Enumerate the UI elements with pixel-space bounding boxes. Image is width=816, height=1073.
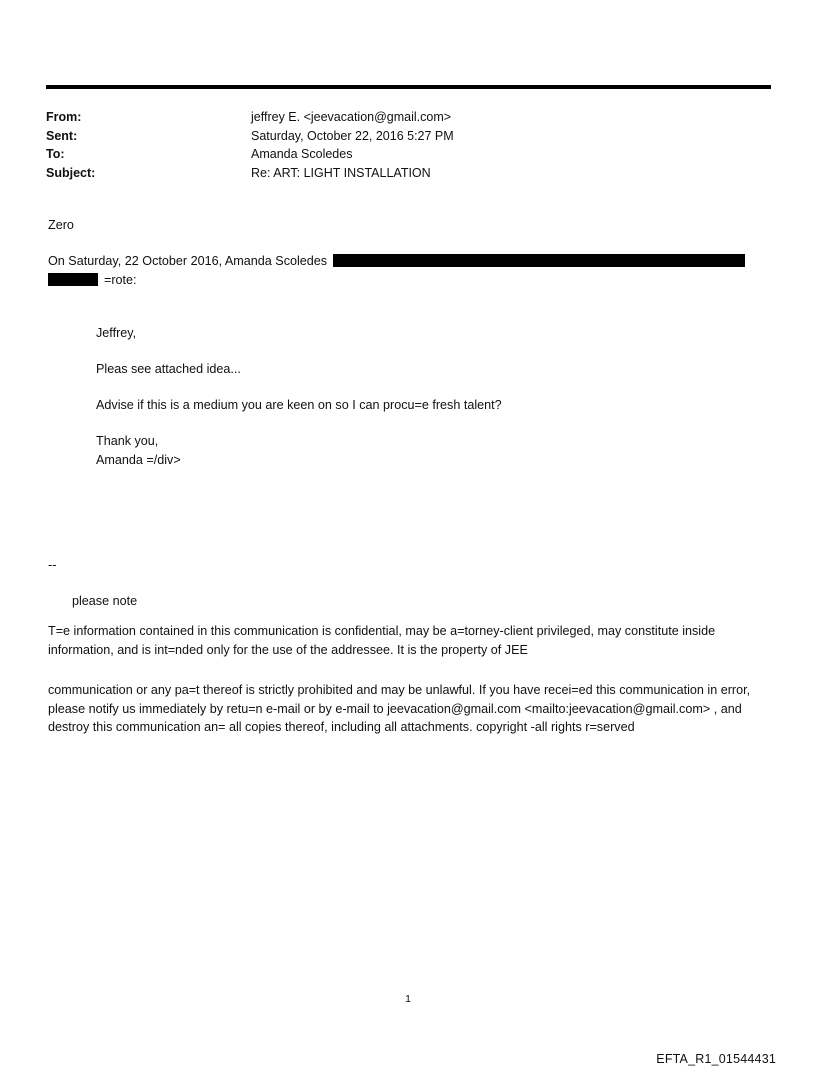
quoted-closing: Thank you, [96,434,159,448]
message-greeting: Zero [48,218,74,232]
header-divider-rule [46,85,771,89]
header-value-subject: Re: ART: LIGHT INSTALLATION [251,165,431,180]
please-note-label: please note [72,594,138,608]
header-row-from [46,108,771,127]
header-row-subject [46,164,771,183]
header-value-to: Amanda Scoledes [251,147,353,162]
quoted-closing-block [96,432,776,469]
signature-separator: -- [48,558,57,572]
header-row-to [46,145,771,164]
header-label-to: To: [46,147,65,162]
header-label-from: From: [46,110,82,124]
quoted-signature: Amanda =/div> [96,452,181,467]
disclaimer-paragraph-2: communication or any pa=t thereof is strictly prohibited and may be unlawful. If you have recei=ed this communication in error, please notify us immediately by retu=n e-mail or by e-mail to jeevacation@gmail.com <mailto:jeevacation@gmail.com> , and destroy this communication an= all copies thereof, including all attachments. copyright -all rights r=served [48,683,751,734]
header-value-sent: Saturday, October 22, 2016 5:27 PM [251,128,454,143]
quoted-reply-attribution [48,252,768,289]
bates-number: EFTA_R1_01544431 [656,1052,776,1066]
header-value-from: jeffrey E. <jeevacation@gmail.com> [251,110,452,124]
quoted-salutation: Jeffrey, [96,326,137,340]
reply-attribution-suffix: =rote: [104,272,137,287]
redaction-bar [333,254,745,267]
disclaimer-paragraph-1: T=e information contained in this communication is confidential, may be a=torney-client privileged, may constitute inside information, and is int=nded only for the use of the addressee. It is the property of JEE [48,624,716,657]
reply-attribution-prefix: On Saturday, 22 October 2016, Amanda Scoledes [48,254,328,268]
email-header-block [46,108,771,182]
quoted-line-1: Pleas see attached idea... [96,362,241,376]
header-label-subject: Subject: [46,165,96,180]
page-number: 1 [405,993,411,1005]
quoted-line-2: Advise if this is a medium you are keen on so I can procu=e fresh talent? [96,398,502,412]
header-row-sent [46,127,771,146]
redaction-bar [48,273,98,286]
header-label-sent: Sent: [46,128,78,143]
